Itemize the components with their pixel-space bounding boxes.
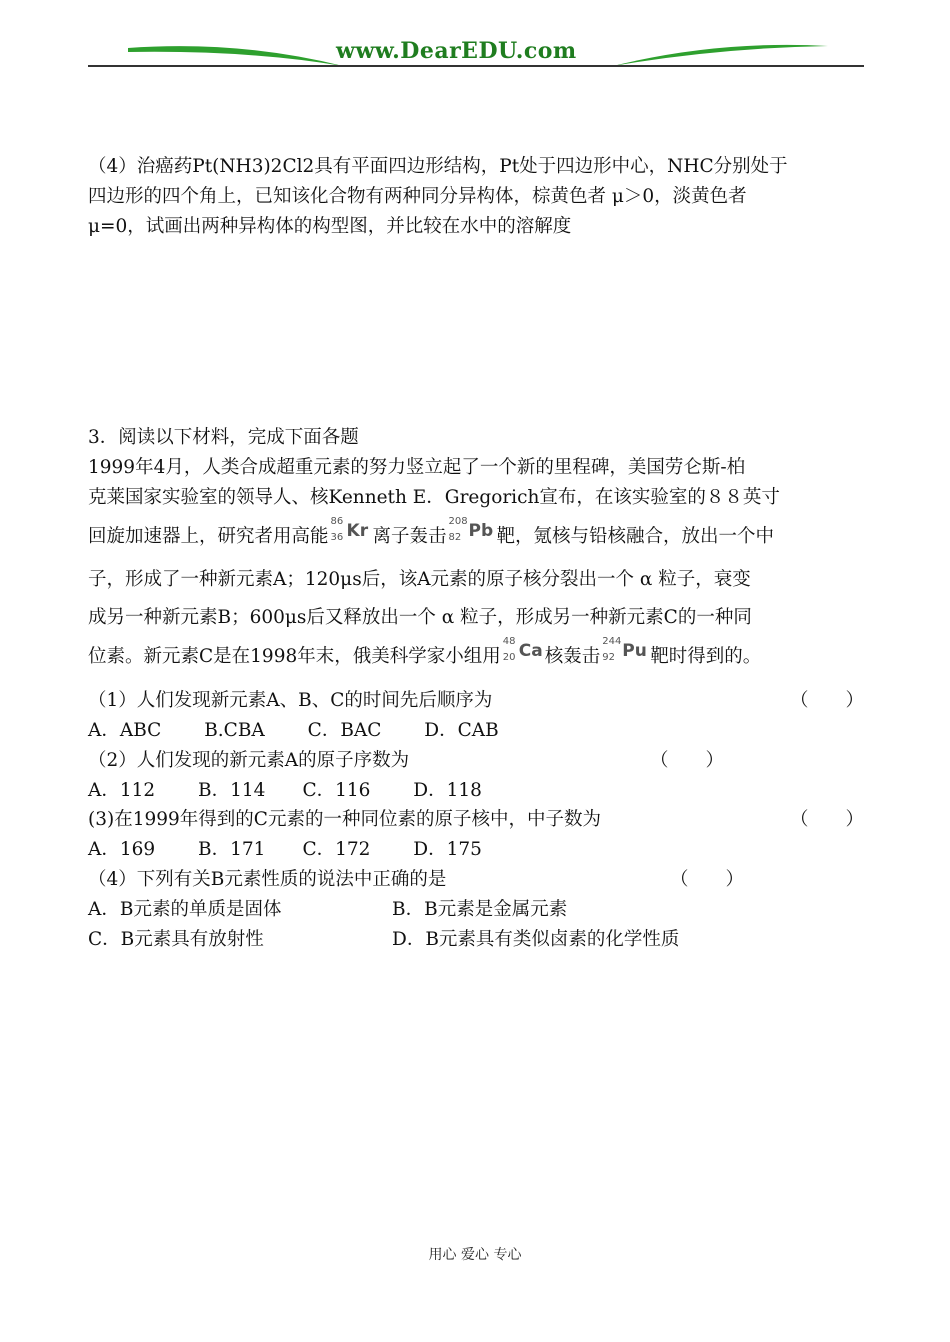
q3-para-line-4: 子，形成了一种新元素A；120μs后，该A元素的原子核分裂出一个 α 粒子，衰变 [88,569,751,590]
q3-para-line-6c: 靶时得到的。 [650,646,762,667]
q3-para-line-3a: 回旋加速器上，研究者用高能 [88,526,329,547]
sub2-options: A．112 B．114 C．116 D．118 [88,780,482,801]
q3-para-line-3b: 离子轰击 [372,526,447,547]
brand-logo-text: www.DearEDU.com [336,38,577,64]
isotope-kr [330,516,371,548]
isotope-kr-number: 36 [330,532,344,543]
sub4-option-c: C．B元素具有放射性 [88,929,264,950]
q3-para-line-1: 1999年4月，人类合成超重元素的努力竖立起了一个新的里程碑，美国劳仑斯-柏 [88,457,746,478]
sub1-answer-paren: （ ） [790,690,865,711]
q4-line-1: （4）治癌药Pt(NH3)2Cl2具有平面四边形结构，Pt处于四边形中心，NHC分别处于 [88,156,788,177]
sub3-answer-paren: （ ） [790,809,865,830]
isotope-pb-number: 82 [448,532,462,543]
isotope-ca-number: 20 [502,652,516,663]
isotope-pu-mass: 244 [602,636,622,647]
sub4-option-a: A．B元素的单质是固体 [88,899,282,920]
sub4-option-b: B．B元素是金属元素 [392,899,568,920]
isotope-kr-mass: 86 [330,516,344,527]
isotope-ca-mass: 48 [502,636,516,647]
isotope-ca-symbol: Ca [518,641,543,661]
page-header [88,30,864,70]
isotope-pb-mass: 208 [448,516,468,527]
q3-para-line-6b: 核轰击 [544,646,601,667]
sub4-question: （4）下列有关B元素性质的说法中正确的是 [88,869,447,890]
sub2-question: （2）人们发现的新元素A的原子序数为 [88,750,410,771]
isotope-pu-number: 92 [602,652,615,663]
sub2-answer-paren: （ ） [650,750,725,771]
sub4-answer-paren: （ ） [670,869,745,890]
header-rule [88,65,864,67]
q4-line-3: μ=0，试画出两种异构体的构型图，并比较在水中的溶解度 [88,216,572,237]
sub1-question: （1）人们发现新元素A、B、C的时间先后顺序为 [88,690,493,711]
q3-para-line-6 [88,636,762,668]
q3-title: 3．阅读以下材料，完成下面各题 [88,427,359,448]
sub1-options: A．ABC B.CBA C．BAC D．CAB [88,720,499,741]
q4-line-2: 四边形的四个角上，已知该化合物有两种同分异构体，棕黄色者 μ＞0，淡黄色者 [88,186,747,207]
isotope-pb [448,516,495,548]
q3-para-line-3c: 靶，氪核与铅核融合，放出一个中 [496,526,775,547]
page-footer: 用心 爱心 专心 [428,1247,522,1263]
isotope-pb-symbol: Pb [468,521,494,541]
isotope-pu-symbol: Pu [622,641,647,661]
q3-para-line-6a: 位素。新元素C是在1998年末，俄美科学家小组用 [88,646,501,667]
sub3-options: A．169 B．171 C．172 D．175 [88,839,482,860]
q3-para-line-5: 成另一种新元素B；600μs后又释放出一个 α 粒子，形成另一种新元素C的一种同 [88,607,752,628]
isotope-pu [602,636,648,668]
q3-para-line-3 [88,516,775,548]
q3-para-line-2: 克莱国家实验室的领导人、核Kenneth E．Gregorich宣布，在该实验室的８８英寸 [88,487,780,508]
isotope-ca [502,636,543,668]
sub4-option-d: D．B元素具有类似卤素的化学性质 [392,929,680,950]
isotope-kr-symbol: Kr [346,521,369,541]
sub3-question: (3)在1999年得到的C元素的一种同位素的原子核中，中子数为 [88,809,601,830]
